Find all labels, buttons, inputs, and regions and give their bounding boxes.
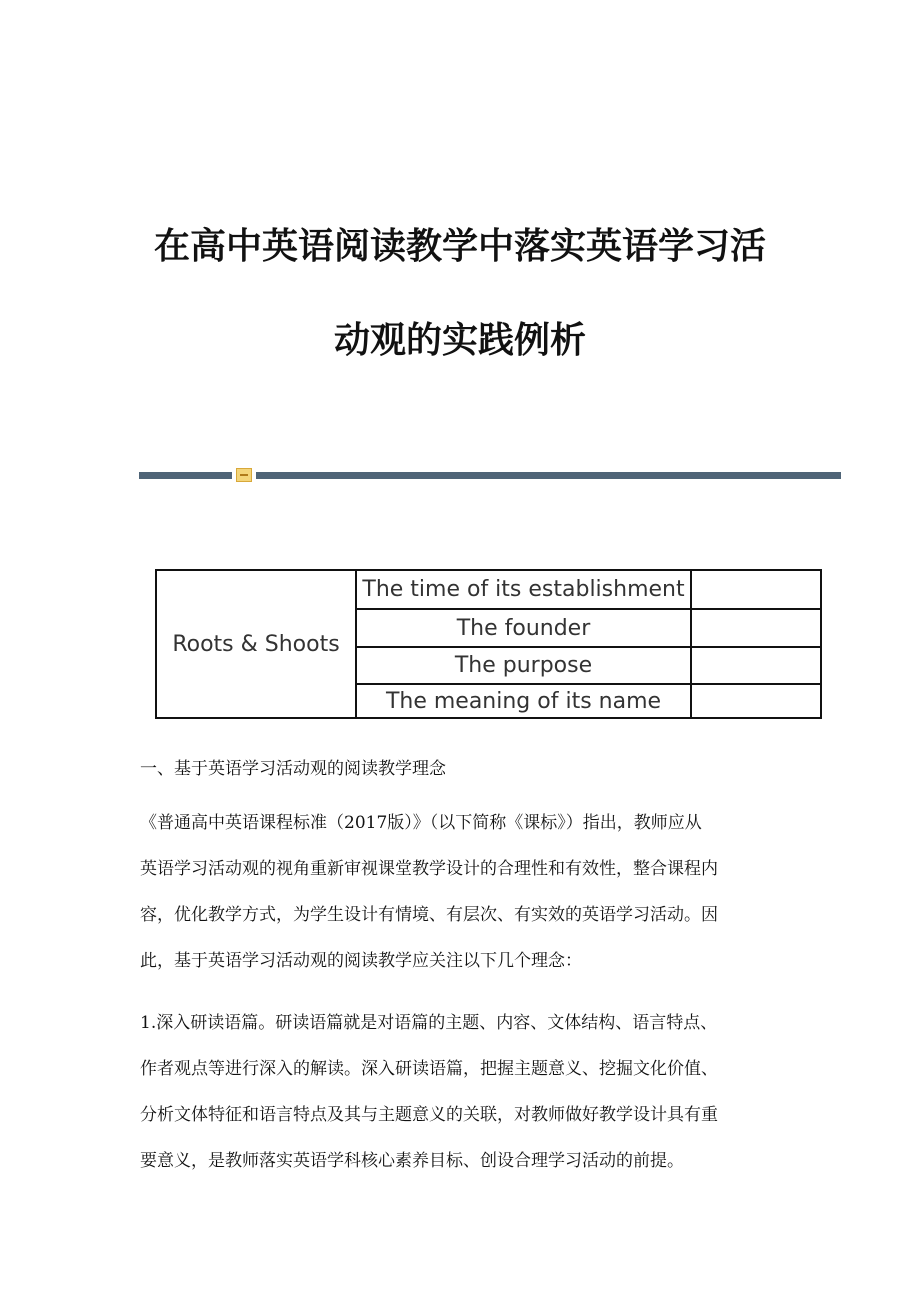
divider-ornament-icon (236, 468, 252, 482)
table-cell-label: The founder (356, 609, 691, 647)
paragraph-line: 容，优化教学方式，为学生设计有情境、有层次、有实效的英语学习活动。因 (140, 905, 718, 925)
table-cell-value (691, 609, 821, 647)
table-row-header: Roots & Shoots (156, 570, 356, 718)
title-divider-left (139, 472, 232, 479)
paragraph-line: 作者观点等进行深入的解读。深入研读语篇，把握主题意义、挖掘文化价值、 (140, 1059, 718, 1079)
paragraph-1 (140, 800, 780, 984)
paragraph-line: 英语学习活动观的视角重新审视课堂教学设计的合理性和有效性，整合课程内 (140, 859, 718, 879)
paragraph-line: 1.深入研读语篇。研读语篇就是对语篇的主题、内容、文体结构、语言特点、 (140, 1013, 718, 1033)
paragraph-line: 此，基于英语学习活动观的阅读教学应关注以下几个理念： (140, 951, 582, 971)
table-cell-value (691, 647, 821, 684)
table-cell-label: The purpose (356, 647, 691, 684)
document-title-line-1: 在高中英语阅读教学中落实英语学习活 (153, 226, 766, 267)
table-row (156, 570, 821, 609)
paragraph-2 (140, 1000, 780, 1184)
document-title-line-2: 动观的实践例析 (333, 320, 586, 361)
paragraph-line: 要意义，是教师落实英语学科核心素养目标、创设合理学习活动的前提。 (140, 1151, 684, 1171)
paragraph-line: 分析文体特征和语言特点及其与主题意义的关联，对教师做好教学设计具有重 (140, 1105, 718, 1125)
table-cell-label: The time of its establishment (356, 570, 691, 609)
roots-shoots-table (155, 569, 822, 719)
section-heading: 一、基于英语学习活动观的阅读教学理念 (140, 759, 446, 779)
table-cell-value (691, 684, 821, 718)
table-cell-value (691, 570, 821, 609)
paragraph-line: 《普通高中英语课程标准（2017版）》（以下简称《课标》）指出，教师应从 (140, 813, 702, 833)
title-divider-right (256, 472, 841, 479)
table-cell-label: The meaning of its name (356, 684, 691, 718)
